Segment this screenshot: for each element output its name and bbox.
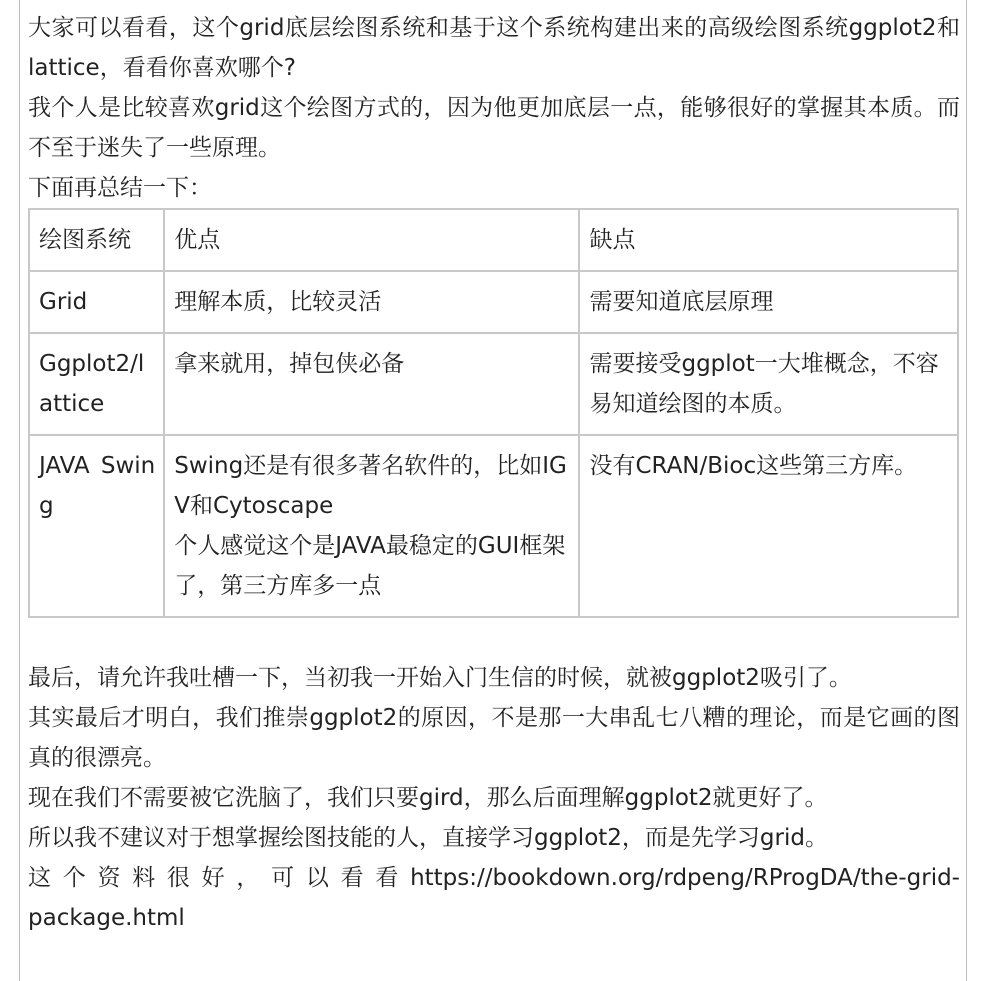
outro-paragraph: 所以我不建议对于想掌握绘图技能的人，直接学习ggplot2，而是先学习grid。 xyxy=(28,825,828,851)
pros-line: 拿来就用，掉包侠必备 xyxy=(174,351,405,377)
pros-line: Swing还是有很多著名软件的，比如IGV和Cytoscape xyxy=(174,453,567,519)
table-header-cell: 绘图系统 xyxy=(29,209,164,271)
comparison-table xyxy=(28,208,959,618)
table-cell-system: JAVA Swing xyxy=(29,435,164,617)
table-row xyxy=(29,333,958,435)
table-cell-system: Grid xyxy=(29,271,164,333)
outro-paragraph: 这个资料很好，可以看看https://bookdown.org/rdpeng/RProgDA/the-grid-package.html xyxy=(28,865,960,931)
outro-paragraph: 其实最后才明白，我们推崇ggplot2的原因，不是那一大串乱七八糟的理论，而是它画的图真的很漂亮。 xyxy=(28,705,960,771)
table-cell-pros xyxy=(164,435,579,617)
intro-paragraph: 我个人是比较喜欢grid这个绘图方式的，因为他更加底层一点，能够很好的掌握其本质。而不至于迷失了一些原理。 xyxy=(28,95,960,161)
spacer xyxy=(28,618,960,658)
table-cell-cons: 没有CRAN/Bioc这些第三方库。 xyxy=(579,435,958,617)
table-row xyxy=(29,435,958,617)
table-cell-cons: 需要接受ggplot一大堆概念，不容易知道绘图的本质。 xyxy=(579,333,958,435)
outro-paragraph: 现在我们不需要被它洗脑了，我们只要gird，那么后面理解ggplot2就更好了。 xyxy=(28,785,828,811)
article-body xyxy=(28,8,960,938)
pros-line: 理解本质，比较灵活 xyxy=(174,289,382,315)
table-row xyxy=(29,271,958,333)
table-header-cell: 缺点 xyxy=(579,209,958,271)
intro-paragraph: 下面再总结一下： xyxy=(28,175,212,201)
table-cell-cons: 需要知道底层原理 xyxy=(579,271,958,333)
table-cell-pros xyxy=(164,271,579,333)
intro-paragraph: 大家可以看看，这个grid底层绘图系统和基于这个系统构建出来的高级绘图系统ggplot2和lattice，看看你喜欢哪个? xyxy=(28,15,960,81)
table-cell-system: Ggplot2/lattice xyxy=(29,333,164,435)
table-header-cell: 优点 xyxy=(164,209,579,271)
outro-paragraph: 最后，请允许我吐槽一下，当初我一开始入门生信的时候，就被ggplot2吸引了。 xyxy=(28,665,852,691)
table-header-row xyxy=(29,209,958,271)
table-cell-pros xyxy=(164,333,579,435)
pros-line: 个人感觉这个是JAVA最稳定的GUI框架了，第三方库多一点 xyxy=(174,533,566,599)
